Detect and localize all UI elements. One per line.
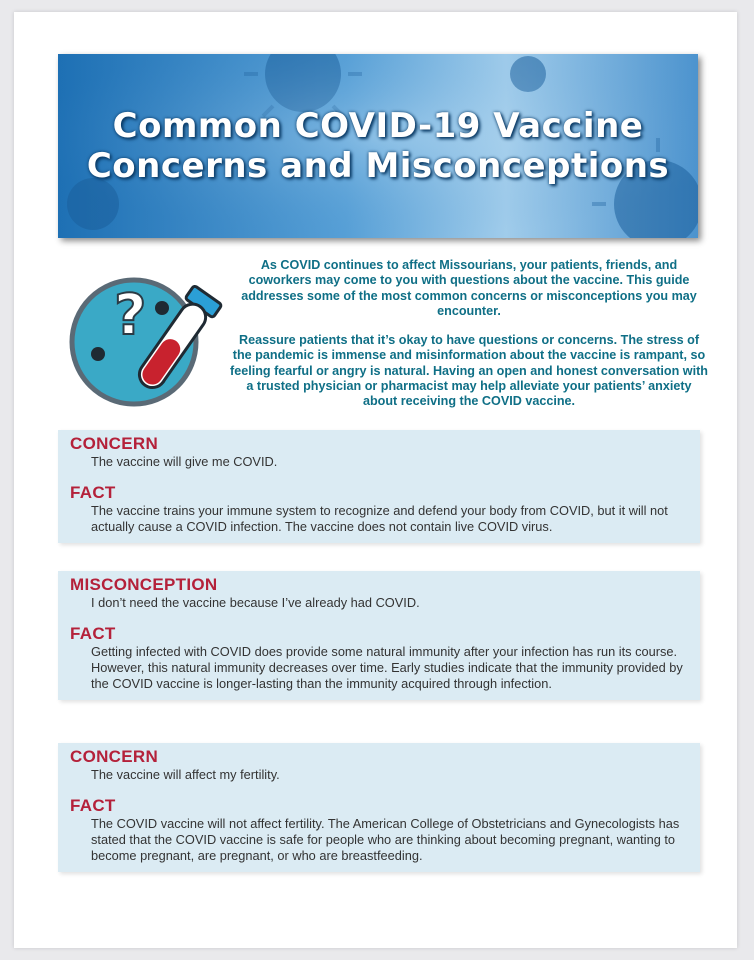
fact-heading: FACT (70, 483, 116, 502)
fact-heading: FACT (70, 796, 116, 815)
fact-text: The vaccine trains your immune system to recognize and defend your body from COVID, but it will not actually cause a COVID infection. The vaccine does not contain live COVID virus. (91, 503, 668, 534)
title-line-2: Concerns and Misconceptions (86, 146, 670, 186)
intro-paragraph-1: As COVID continues to affect Missourians, your patients, friends, and coworkers may come to you with questions about the vaccine. This guide addresses some of the most common concerns or misconceptions you may encounter. (241, 258, 697, 318)
page-title (58, 106, 698, 186)
svg-text:?: ? (114, 283, 147, 348)
card-statement: The vaccine will give me COVID. (91, 454, 278, 469)
card-heading: CONCERN (70, 434, 159, 453)
card-heading: CONCERN (70, 747, 159, 766)
fact-text: The COVID vaccine will not affect fertility. The American College of Obstetricians and Gynecologists has stated that the COVID vaccine is safe for people who are thinking about becoming pregnant, wanting to become pregnant, are pregnant, or who are breastfeeding. (91, 816, 680, 863)
misconception-card (58, 571, 700, 700)
document-page (14, 12, 737, 948)
test-tube-question-icon (64, 262, 224, 427)
card-statement: I don’t need the vaccine because I’ve already had COVID. (91, 595, 420, 610)
intro-text (230, 258, 708, 410)
intro-paragraph-2: Reassure patients that it’s okay to have questions or concerns. The stress of the pandemic is immense and misinformation about the vaccine is rampant, so feeling fearful or angry is natural. Having an open and honest conversation with a trusted physician or pharmacist may help alleviate your patients’ anxiety about receiving the COVID vaccine. (230, 333, 708, 409)
card-heading: MISCONCEPTION (70, 575, 218, 594)
fact-heading: FACT (70, 624, 116, 643)
card-statement: The vaccine will affect my fertility. (91, 767, 280, 782)
title-line-1: Common COVID-19 Vaccine (112, 106, 644, 146)
concern-card-1 (58, 430, 700, 543)
concern-card-2 (58, 743, 700, 872)
fact-text: Getting infected with COVID does provide some natural immunity after your infection has run its course. However, this natural immunity decreases over time. Early studies indicate that the immunity provided by the COVID vaccine is longer-lasting than the immunity acquired through infection. (91, 644, 683, 691)
title-banner (58, 54, 698, 238)
